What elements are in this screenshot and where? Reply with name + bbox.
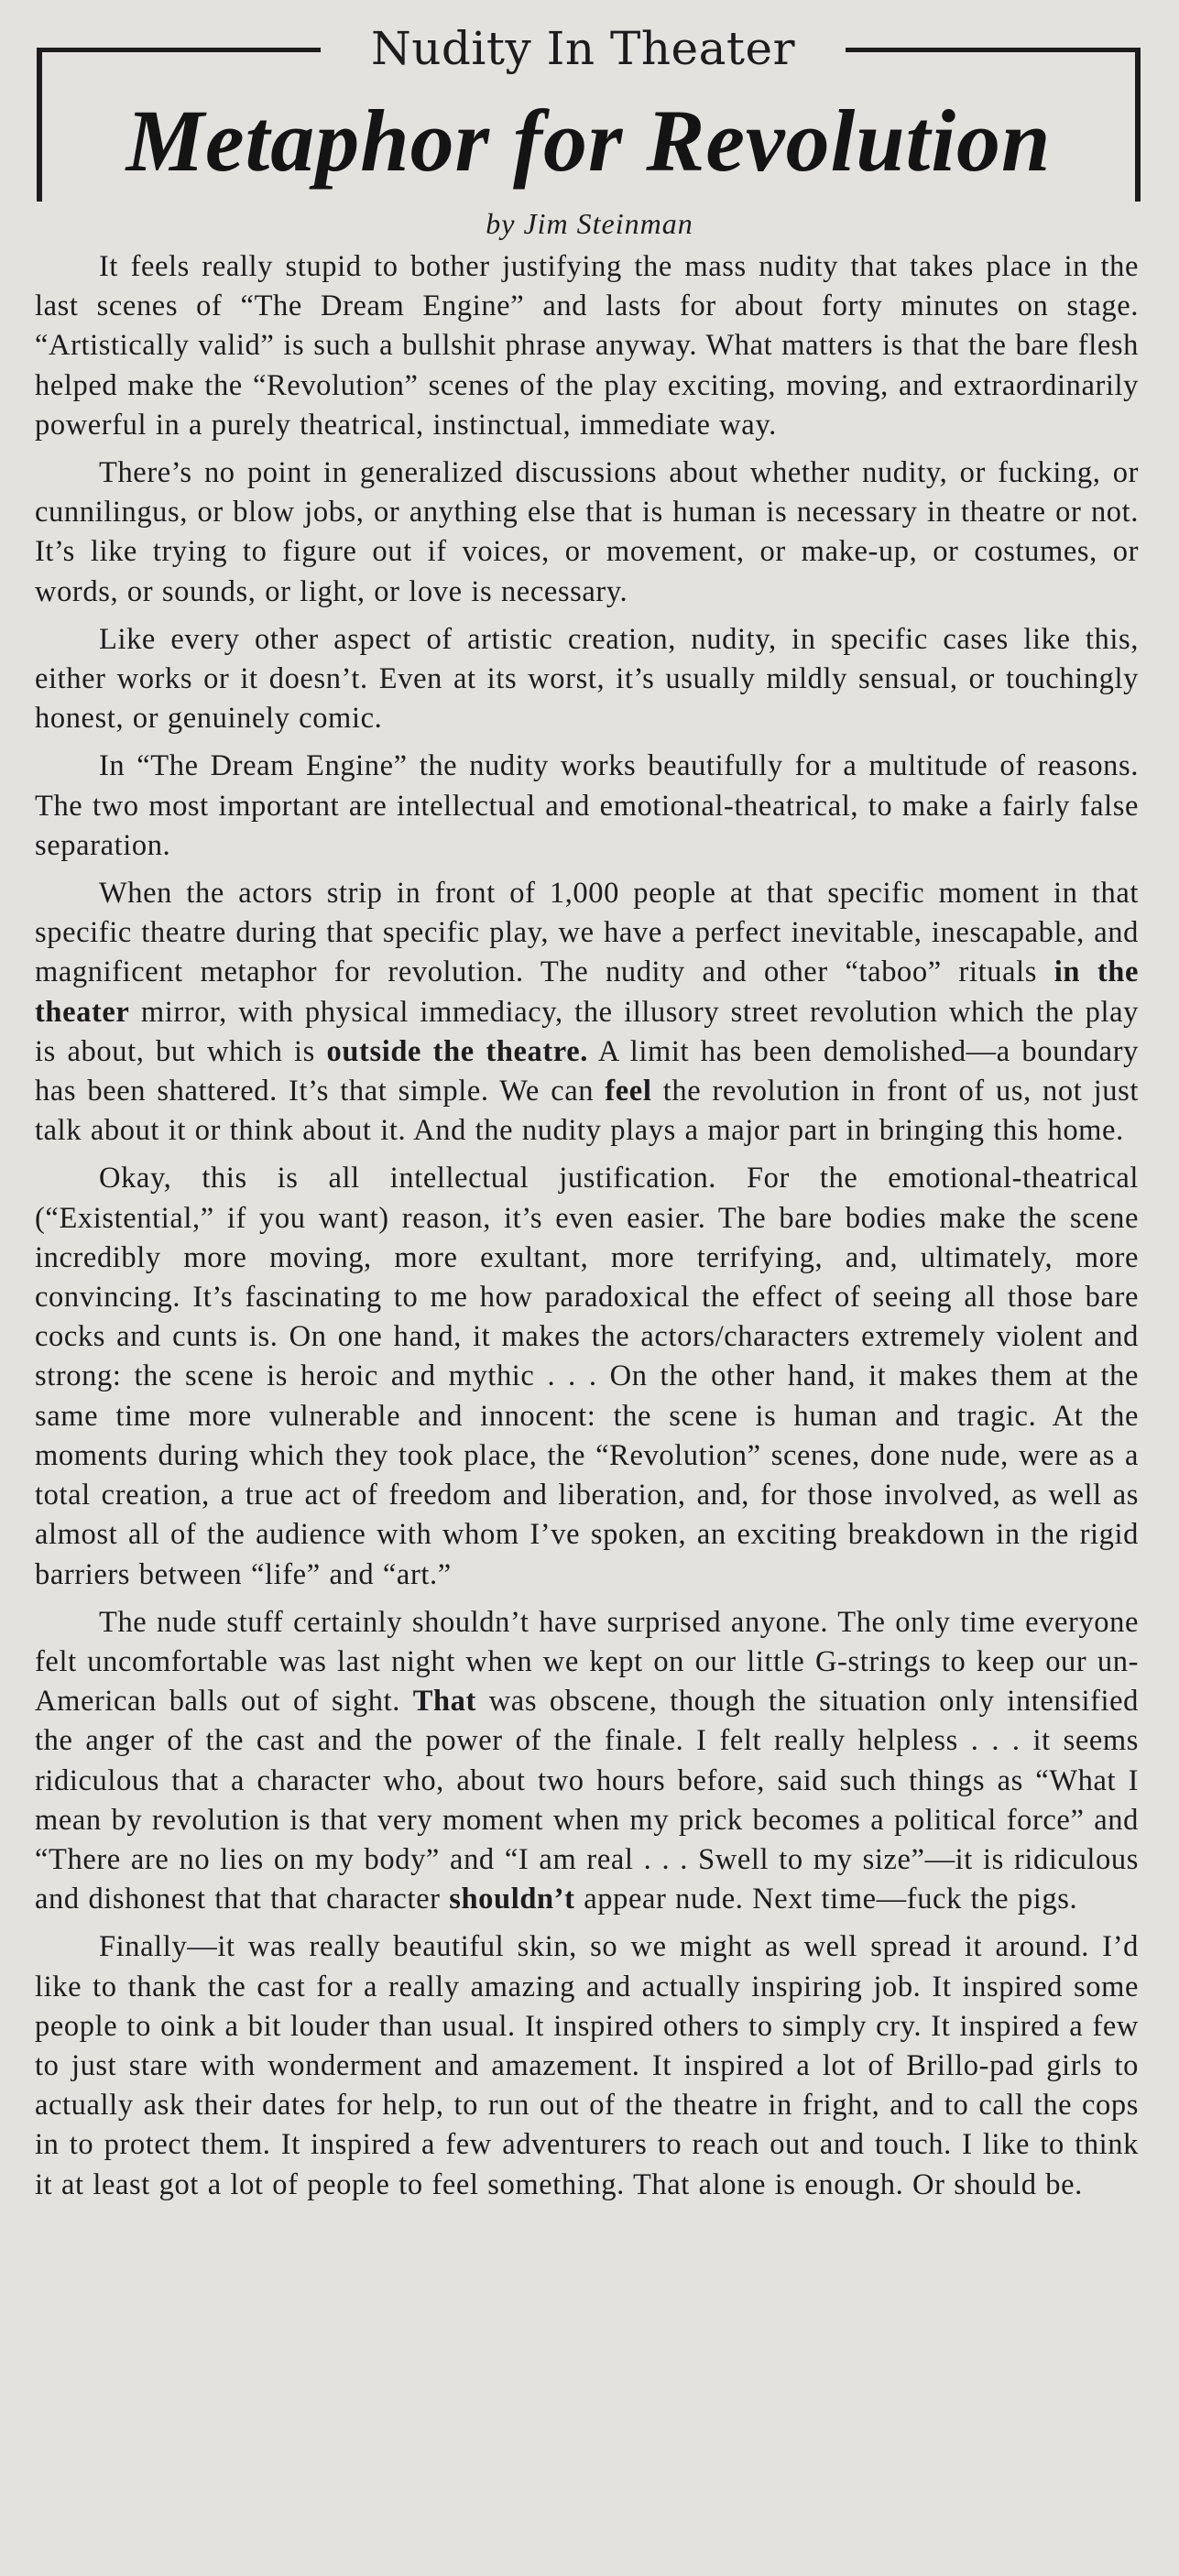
paragraph-text: Finally—it was really beautiful skin, so we might as well spread it around. I’d like to thank the cast for a really amazing and actually inspiring job. It inspired some people to oink a bit louder than usual. It inspired others to simply cry. It inspired a few to just stare with wonderment and amazement. It inspired a lot of Brillo-pad girls to actually ask their dates for help, to run out of the theatre in fright, and to call the cops in to protect them. It inspired a few adventurers to reach out and touch. I like to think it at least got a lot of people to feel something. That alone is enough. Or should be. — [35, 1930, 1139, 2201]
emphasis-text: That — [412, 1685, 476, 1719]
article-paragraph — [35, 1927, 1139, 2204]
paragraph-text: When the actors strip in front of 1,000 people at that specific moment in that specific theatre during that specific play, we have a perfect inevitable, inescapable, and magnificent metaphor for revolution. The nudity and other “taboo” rituals — [35, 877, 1139, 989]
emphasis-text: in the theater — [35, 955, 1139, 1029]
emphasis-text: shouldn’t — [449, 1883, 575, 1916]
header-bracket-left — [37, 48, 42, 202]
article-paragraph — [35, 453, 1139, 612]
article-paragraph — [35, 620, 1139, 739]
paragraph-text: was obscene, though the situation only intensified the anger of the cast and the power of the finale. I felt really helpless . . . it seems ridiculous that a character who, about two hours before, said such things as “What I mean by revolution is that very moment when my prick becomes a political force” and “There are no lies on my body” and “I am real . . . Swell to my size”—it is ridiculous and dishonest that that character — [35, 1685, 1139, 1916]
header-bracket-right — [1135, 48, 1141, 202]
emphasis-text: feel — [605, 1075, 652, 1108]
article-paragraph — [35, 1159, 1139, 1594]
paragraph-text: the revolution in front of us, not just talk about it or think about it. And the nudity plays a major part in bringing this home. — [35, 1075, 1139, 1148]
article-paragraph — [35, 1603, 1139, 1920]
paragraph-text: There’s no point in generalized discussions about whether nudity, or fucking, or cunnilingus, or blow jobs, or anything else that is human is necessary in theatre or not. It’s like trying to figure out if voices, or movement, or make-up, or costumes, or words, or sounds, or light, or love is necessary. — [35, 456, 1139, 608]
article-paragraph — [35, 747, 1139, 866]
paragraph-text: mirror, with physical immediacy, the illusory street revolution which the play is about, but which is — [35, 995, 1139, 1068]
paragraph-text: Like every other aspect of artistic creation, nudity, in specific cases like this, either works or it doesn’t. Even at its worst, it’s usually mildly sensual, or touchingly honest, or genuinely comic. — [35, 622, 1139, 736]
article-body — [35, 247, 1139, 2213]
paragraph-text: appear nude. Next time—fuck the pigs. — [574, 1883, 1078, 1916]
article-paragraph — [35, 874, 1139, 1151]
paragraph-text: The nude stuff certainly shouldn’t have surprised anyone. The only time everyone felt uncomfortable was last night when we kept on our little G-strings to keep our un-American balls out of sight. — [35, 1605, 1139, 1719]
paragraph-text: Okay, this is all intellectual justification. For the emotional-theatrical (“Existential,” if you want) reason, it’s even easier. The bare bodies make the scene incredibly more moving, more exultant, more terrifying, and, ultimately, more convincing. It’s fascinating to me how paradoxical the effect of seeing all those bare cocks and cunts is. On one hand, it makes the actors/characters extremely violent and strong: the scene is heroic and mythic . . . On the other hand, it makes them at the same time more vulnerable and innocent: the scene is human and tragic. At the moments during which they took place, the “Revolution” scenes, done nude, were as a total creation, a true act of freedom and liberation, and, for those involved, as well as almost all of the audience with whom I’ve spoken, an exciting breakdown in the rigid barriers between “life” and “art.” — [35, 1162, 1139, 1591]
header-rule-left — [37, 48, 321, 52]
article-paragraph — [35, 247, 1139, 445]
article-header — [37, 16, 1141, 204]
emphasis-text: outside the theatre. — [326, 1034, 588, 1068]
article-headline: Metaphor for Revolution — [126, 92, 1052, 190]
article-byline: by Jim Steinman — [486, 207, 693, 240]
paragraph-text: It feels really stupid to bother justifying the mass nudity that takes place in the last scenes of “The Dream Engine” and lasts for about forty minutes on stage. “Artistically valid” is such a bullshit phrase anyway. What matters is that the bare flesh helped make the “Revolution” scenes of the play exciting, moving, and extraordinarily powerful in a purely theatrical, instinctual, immediate way. — [35, 250, 1139, 442]
paragraph-text: A limit has been demolished—a boundary has been shattered. It’s that simple. We can — [35, 1034, 1139, 1108]
article-kicker: Nudity In Theater — [370, 22, 796, 75]
paragraph-text: In “The Dream Engine” the nudity works beautifully for a multitude of reasons. The two most important are intellectual and emotional-theatrical, to make a fairly false separation. — [35, 749, 1139, 862]
header-rule-right — [846, 48, 1141, 52]
